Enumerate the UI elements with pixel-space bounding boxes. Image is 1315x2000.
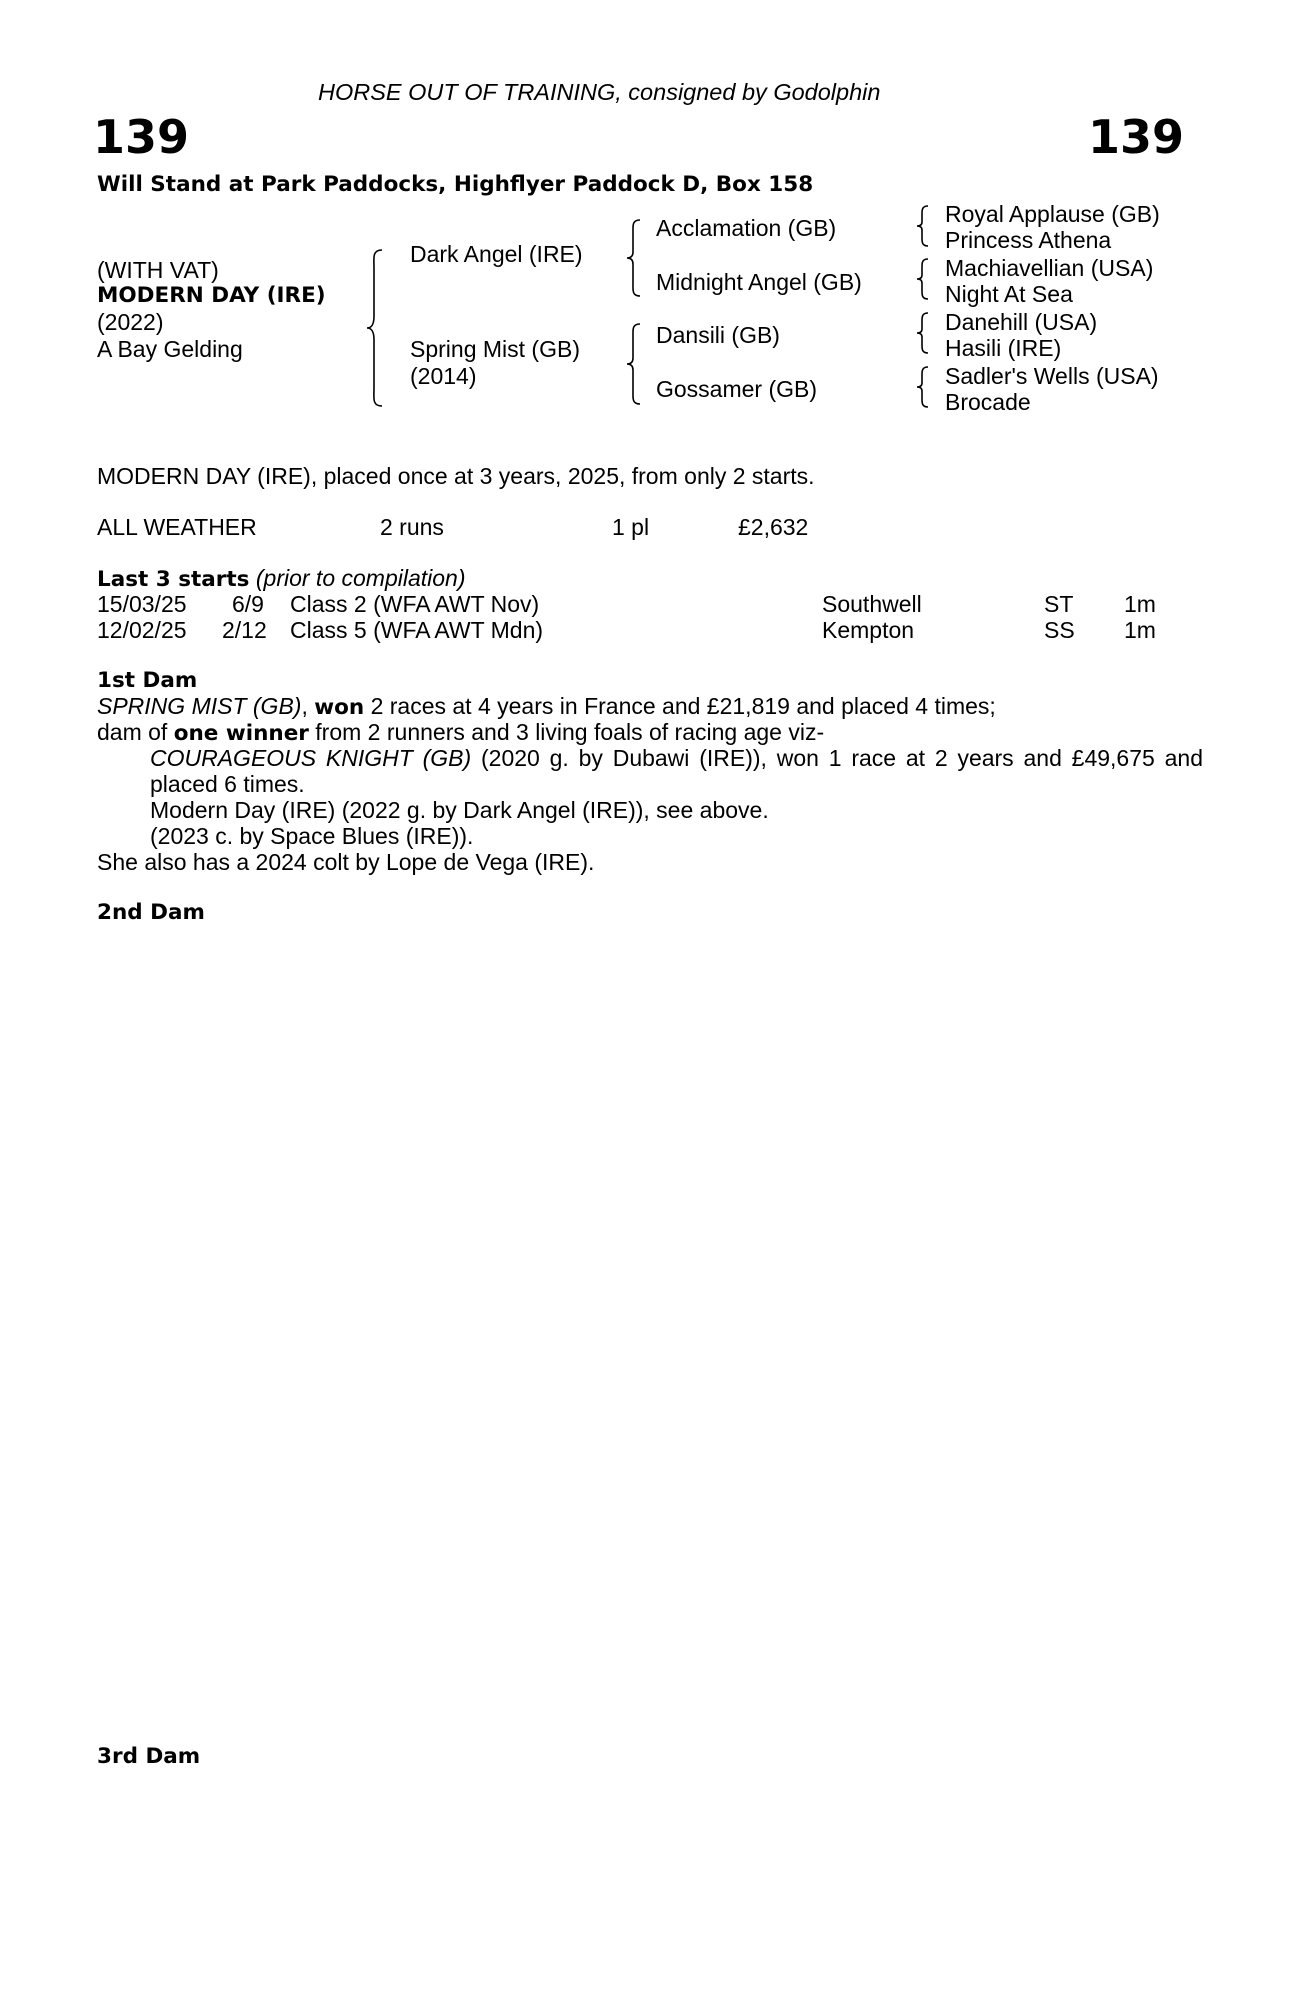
start-race: Class 2 (WFA AWT Nov) (290, 591, 540, 617)
record-runs: 2 runs (380, 514, 444, 540)
last-starts-heading (97, 566, 466, 593)
first-dam-produce-c: from 2 runners and 3 living foals of racing age viz- (308, 719, 825, 745)
record-placed: 1 pl (612, 514, 650, 540)
pedigree-sss: Royal Applause (GB) (945, 201, 1160, 227)
lot-number-right: 139 (1088, 110, 1185, 164)
pedigree-ssd: Princess Athena (945, 227, 1112, 253)
first-dam-record: 2 races at 4 years in France and £21,819 and placed 4 times; (364, 693, 996, 719)
start-course: Kempton (822, 617, 915, 643)
pedigree-dss: Danehill (USA) (945, 309, 1098, 335)
record-surface: ALL WEATHER (97, 514, 257, 540)
foal-2024-entry: She also has a 2024 colt by Lope de Vega (IRE). (97, 849, 595, 875)
first-dam-line2 (97, 720, 824, 747)
pedigree-sdd: Night At Sea (945, 281, 1073, 307)
foaling-year: (2022) (97, 309, 164, 335)
first-dam-produce-b: one winner (173, 721, 309, 746)
last-starts-note: (prior to compilation) (255, 565, 466, 591)
start-position: 6/9 (232, 591, 264, 617)
brace-gen3-3 (916, 311, 932, 355)
first-dam-heading: 1st Dam (97, 668, 198, 693)
vat-note: (WITH VAT) (97, 257, 219, 283)
start-course: Southwell (822, 591, 922, 617)
courageous-knight-entry (150, 746, 1203, 797)
first-dam-won: won (314, 695, 365, 720)
start-distance: 1m (1124, 591, 1156, 617)
pedigree-dam-year: (2014) (410, 363, 477, 389)
start-date: 15/03/25 (97, 591, 187, 617)
second-dam-heading: 2nd Dam (97, 900, 205, 925)
start-going: SS (1044, 617, 1075, 643)
brace-gen2-bottom (626, 322, 646, 406)
brace-gen2-top (626, 218, 646, 298)
pedigree-sds: Machiavellian (USA) (945, 255, 1154, 281)
race-summary: MODERN DAY (IRE), placed once at 3 years, 2025, from only 2 starts. (97, 463, 815, 489)
modern-day-entry: Modern Day (IRE) (2022 g. by Dark Angel (IRE)), see above. (150, 797, 769, 823)
pedigree-sire-sire: Acclamation (GB) (656, 215, 837, 241)
brace-gen3-2 (916, 257, 932, 301)
brace-gen3-4 (916, 365, 932, 409)
start-race: Class 5 (WFA AWT Mdn) (290, 617, 544, 643)
catalogue-subtitle: HORSE OUT OF TRAINING, consigned by Godolphin (318, 79, 881, 105)
pedigree-dam-sire: Dansili (GB) (656, 322, 780, 348)
pedigree-dds: Sadler's Wells (USA) (945, 363, 1159, 389)
brace-gen3-1 (916, 204, 932, 248)
record-earnings: £2,632 (738, 514, 809, 540)
last-starts-title: Last 3 starts (97, 567, 250, 592)
pedigree-ddd: Brocade (945, 389, 1031, 415)
pedigree-sire-dam: Midnight Angel (GB) (656, 269, 862, 295)
pedigree-dsd: Hasili (IRE) (945, 335, 1062, 361)
start-date: 12/02/25 (97, 617, 187, 643)
brace-gen1 (366, 248, 390, 408)
third-dam-heading: 3rd Dam (97, 1744, 201, 1769)
horse-description: A Bay Gelding (97, 336, 243, 362)
start-distance: 1m (1124, 617, 1156, 643)
start-going: ST (1044, 591, 1074, 617)
first-dam-line1: SPRING MIST (GB), won 2 races at 4 years in France and £21,819 and placed 4 times; (97, 693, 996, 720)
lot-number-left: 139 (93, 110, 190, 164)
first-dam-produce-a: dam of (97, 719, 174, 745)
start-position: 2/12 (222, 617, 267, 643)
pedigree-sire: Dark Angel (IRE) (410, 241, 583, 267)
courageous-knight-name: COURAGEOUS KNIGHT (GB) (150, 745, 472, 771)
stand-location: Will Stand at Park Paddocks, Highflyer Paddock D, Box 158 (97, 172, 814, 197)
pedigree-dam: Spring Mist (GB) (410, 336, 580, 362)
pedigree-dam-dam: Gossamer (GB) (656, 376, 818, 402)
foal-2023-entry: (2023 c. by Space Blues (IRE)). (150, 823, 474, 849)
first-dam-name: SPRING MIST (GB) (97, 693, 302, 719)
horse-name: MODERN DAY (IRE) (97, 283, 326, 308)
courageous-knight-record: (2020 g. by Dubawi (IRE)), won 1 race at 2 years and £49,675 and placed 6 times. (150, 745, 1203, 797)
